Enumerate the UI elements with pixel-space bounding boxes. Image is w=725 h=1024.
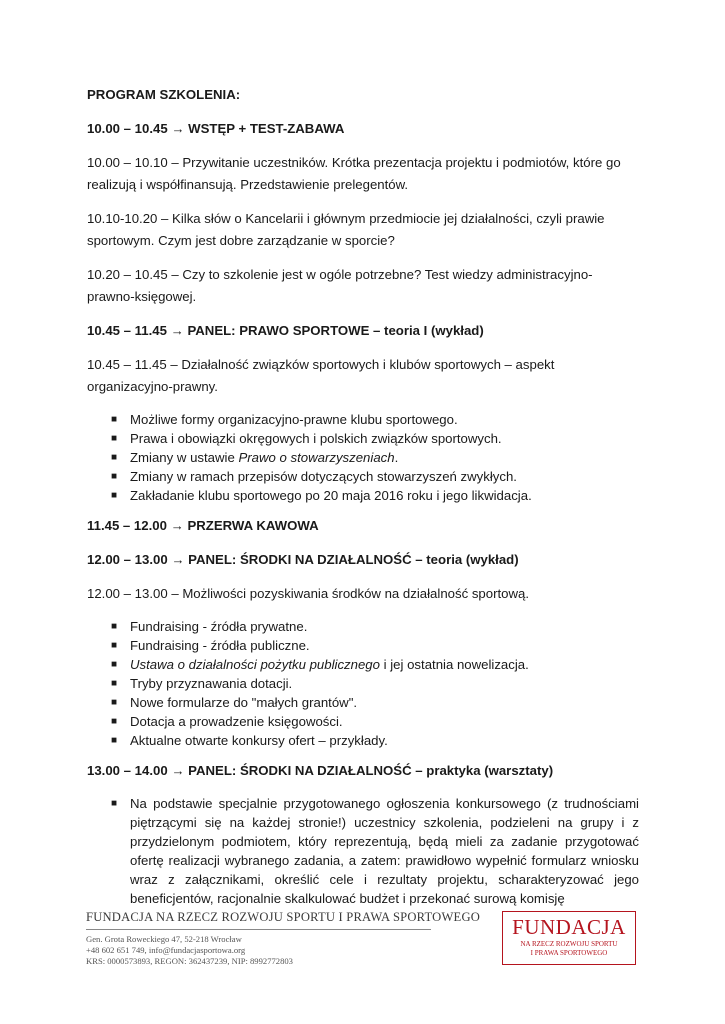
list-item: ■ Zmiany w ramach przepisów dotyczących stowarzyszeń zwykłych. (111, 469, 517, 484)
footer-address: Gen. Grota Roweckiego 47, 52-218 Wrocław (86, 934, 242, 944)
bullet-icon: ■ (111, 621, 118, 632)
section-heading-sports-law: 10.45 – 11.45 → PANEL: PRAWO SPORTOWE – teoria I (wykład) (87, 323, 484, 338)
logo-main-text: FUNDACJA (512, 915, 626, 939)
paragraph: 12.00 – 13.00 – Możliwości pozyskiwania środków na działalność sportową. (87, 586, 530, 601)
program-title: PROGRAM SZKOLENIA: (87, 87, 241, 102)
paragraph: 10.00 – 10.10 – Przywitanie uczestników. Krótka prezentacja projektu i podmiotów, które go realizują i współfinansują. Przedstawienie prelegentów. (87, 155, 621, 192)
list-item: ■ Fundraising - źródła publiczne. (111, 638, 310, 653)
bullet-icon: ■ (111, 414, 118, 425)
bullet-icon: ■ (111, 697, 118, 708)
list-item: ■ Zmiany w ustawie Prawo o stowarzyszeniach. (111, 450, 399, 465)
list-item: ■ Na podstawie specjalnie przygotowanego ogłoszenia konkursowego (z trudnościami piętrzącymi się na każdej stronie!) uczestnicy szkolenia, podzieleni na grupy i z przydzielonym podmiotem, który reprezentują, będą mieli za zadanie przygotować ofertę realizacji wybranego zadania, a zatem: prawidłowo wypełnić formularz wniosku wraz z załącznikami, określić cele i rezultaty projektu, scharakteryzować jego beneficjentów, racjonalnie skalkulować budżet i przekonać surową komisję (111, 796, 639, 906)
bullet-list (87, 410, 639, 505)
list-item: ■ Aktualne otwarte konkursy ofert – przykłady. (111, 733, 388, 748)
footer-divider (86, 929, 431, 930)
logo-sub-text: I PRAWA SPORTOWEGO (530, 949, 608, 957)
list-item: ■ Możliwe formy organizacyjno-prawne klubu sportowego. (111, 412, 458, 427)
bullet-icon: ■ (111, 490, 118, 501)
bullet-icon: ■ (111, 659, 118, 670)
bullet-icon: ■ (111, 678, 118, 689)
section-heading-coffee-break: 11.45 – 12.00 → PRZERWA KAWOWA (87, 518, 319, 533)
section-heading-funding-workshop: 13.00 – 14.00 → PANEL: ŚRODKI NA DZIAŁALNOŚĆ – praktyka (warsztaty) (87, 763, 554, 778)
footer-contact-line: +48 602 651 749, info@fundacjasportowa.org (86, 945, 246, 955)
bullet-icon: ■ (111, 433, 118, 444)
bullet-icon: ■ (111, 716, 118, 727)
list-item: ■ Ustawa o działalności pożytku publicznego i jej ostatnia nowelizacja. (111, 657, 529, 672)
list-item: ■ Zakładanie klubu sportowego po 20 maja 2016 roku i jego likwidacja. (111, 488, 532, 503)
bullet-icon: ■ (111, 471, 118, 482)
bullet-list (87, 794, 639, 908)
bullet-icon: ■ (111, 798, 118, 809)
program-content (87, 84, 639, 918)
bullet-icon: ■ (111, 452, 118, 463)
section-heading-funding-theory: 12.00 – 13.00 → PANEL: ŚRODKI NA DZIAŁALNOŚĆ – teoria (wykład) (87, 552, 519, 567)
paragraph: 10.45 – 11.45 – Działalność związków sportowych i klubów sportowych – aspekt organizacyjno-prawny. (87, 357, 555, 394)
paragraph: 10.20 – 10.45 – Czy to szkolenie jest w ogóle potrzebne? Test wiedzy administracyjno-prawno-księgowej. (87, 267, 593, 304)
footer-org-name: FUNDACJA NA RZECZ ROZWOJU SPORTU I PRAWA SPORTOWEGO (86, 910, 481, 924)
list-item: ■ Prawa i obowiązki okręgowych i polskich związków sportowych. (111, 431, 502, 446)
section-heading-intro: 10.00 – 10.45 → WSTĘP + TEST-ZABAWA (87, 121, 345, 136)
foundation-logo (502, 911, 636, 965)
list-item: ■ Tryby przyznawania dotacji. (111, 676, 293, 691)
footer-contact (86, 910, 481, 967)
bullet-icon: ■ (111, 640, 118, 651)
list-item: ■ Dotacja a prowadzenie księgowości. (111, 714, 343, 729)
list-item: ■ Fundraising - źródła prywatne. (111, 619, 308, 634)
paragraph: 10.10-10.20 – Kilka słów o Kancelarii i głównym przedmiocie jej działalności, czyli prawie sportowym. Czym jest dobre zarządzanie w sporcie? (87, 211, 605, 248)
footer-registry: KRS: 0000573893, REGON: 362437239, NIP: 8992772803 (86, 956, 293, 966)
bullet-icon: ■ (111, 735, 118, 746)
bullet-list (87, 617, 639, 750)
logo-sub-text: NA RZECZ ROZWOJU SPORTU (520, 940, 618, 948)
list-item: ■ Nowe formularze do "małych grantów". (111, 695, 358, 710)
